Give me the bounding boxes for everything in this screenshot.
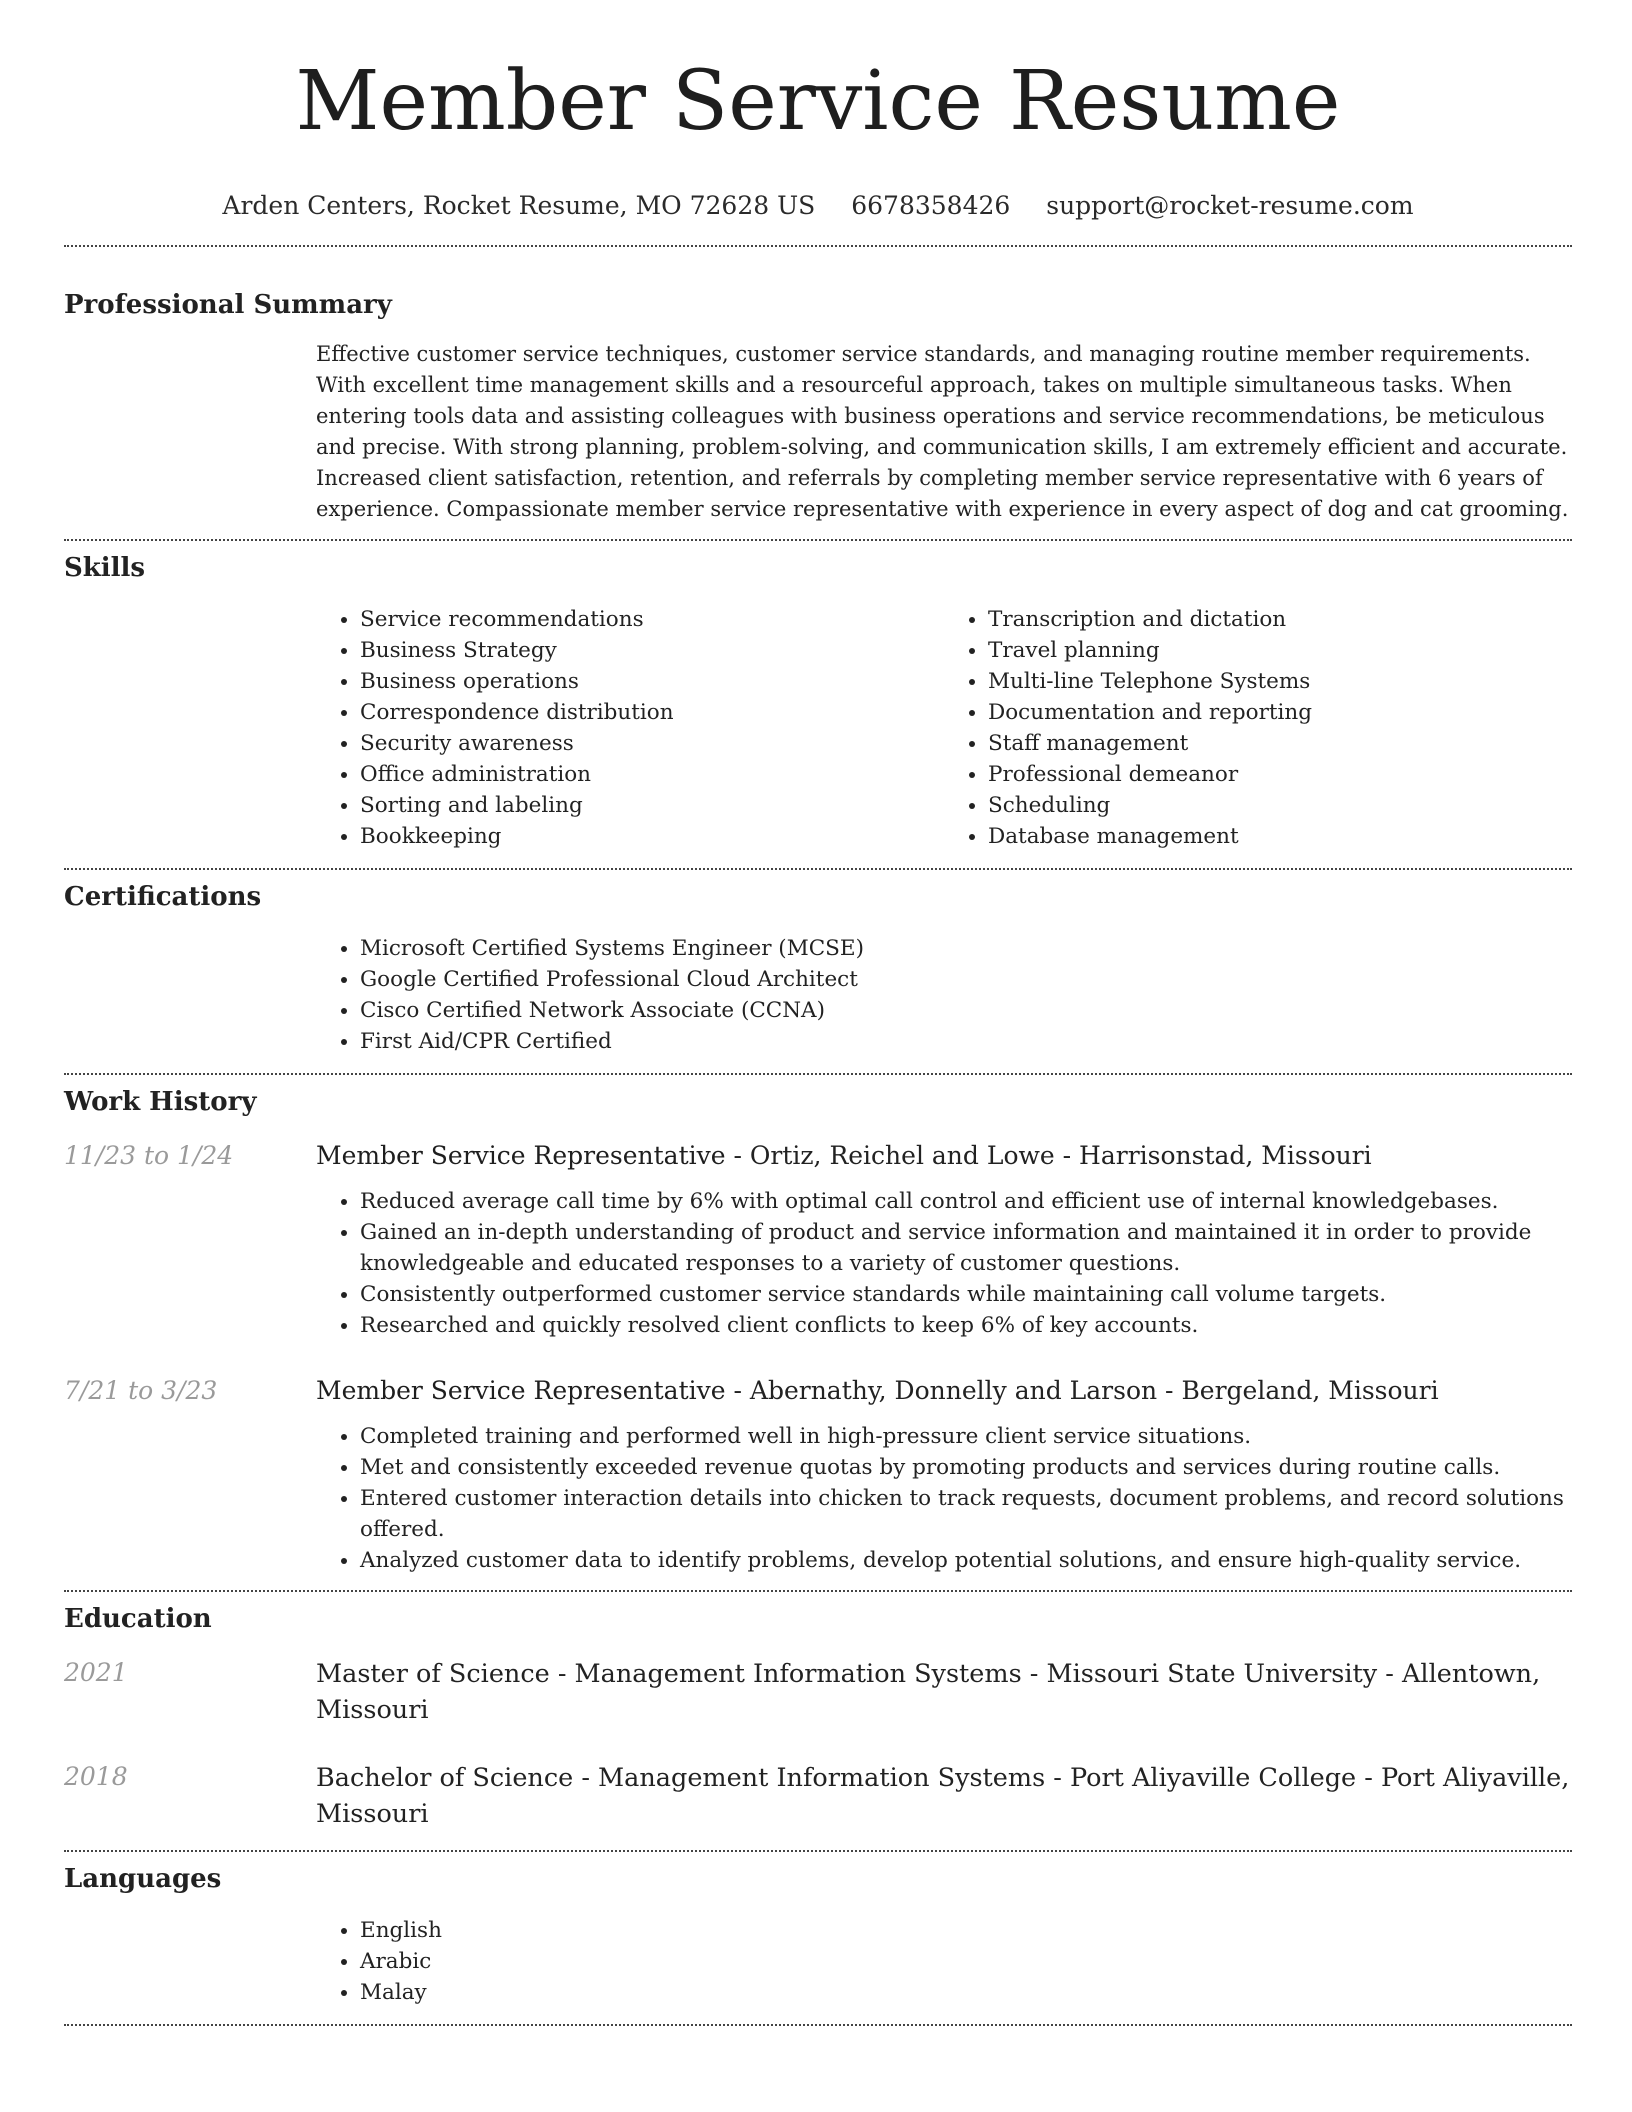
job-bullet: • Researched and quickly resolved client conflicts to keep 6% of key accounts. [360,1310,1572,1341]
contact-phone: 6678358426 [851,191,1011,220]
divider [64,245,1572,247]
skill-item: • Security awareness [360,728,944,759]
skill-item: • Business operations [360,666,944,697]
section-title-work: Work History [64,1087,257,1117]
resume-page [64,0,1572,2026]
skill-item: • Transcription and dictation [988,604,1572,635]
skill-item: • Travel planning [988,635,1572,666]
language-item: • Arabic [360,1946,1572,1977]
summary-text: Effective customer service techniques, customer service standards, and managing routine member requirements. With excellent time management skills and a resourceful approach, takes on multiple simultaneous tasks. When entering tools data and assisting colleagues with business operations and service recommendations, be meticulous and precise. With strong planning, problem-solving, and communication skills, I am extremely efficient and accurate. Increased client satisfaction, retention, and referrals by completing member service representative with 6 years of experience. Compassionate member service representative with experience in every aspect of dog and cat grooming. [316,342,1569,521]
job-bullet: • Gained an in-depth understanding of product and service information and maintained it in order to provide knowledgeable and educated responses to a variety of customer questions. [360,1217,1572,1279]
section-skills [64,551,1572,852]
job-company: Abernathy, Donnelly and Larson [749,1376,1158,1405]
certification-item: • Google Certified Professional Cloud Architect [360,964,1572,995]
section-title-certifications: Certifications [64,882,262,912]
job-bullet: • Analyzed customer data to identify problems, develop potential solutions, and ensure high-quality service. [360,1545,1572,1576]
resume-title: Member Service Resume [295,54,1341,149]
education-degree: Master of Science - Management Information Systems [316,1659,1022,1689]
separator: - [1377,1659,1403,1689]
skills-list-left [316,604,944,852]
job-bullet: • Reduced average call time by 6% with optimal call control and efficient use of internal knowledgebases. [360,1186,1572,1217]
section-title-summary: Professional Summary [64,290,392,320]
job-company: Ortiz, Reichel and Lowe [749,1141,1055,1170]
contact-email: support@rocket-resume.com [1046,191,1414,220]
section-summary [64,288,1572,525]
education-heading [316,1656,1572,1728]
skill-item: • Database management [988,821,1572,852]
divider [64,539,1572,541]
section-languages [64,1862,1572,2008]
education-location: Port Aliyaville, Missouri [316,1763,1570,1829]
separator: - [1054,1141,1080,1170]
skill-item: • Correspondence distribution [360,697,944,728]
divider [64,868,1572,870]
education-year: 2018 [64,1762,128,1791]
education-year: 2021 [64,1658,128,1687]
skill-item: • Multi-line Telephone Systems [988,666,1572,697]
section-title-languages: Languages [64,1864,222,1894]
skill-item: • Professional demeanor [988,759,1572,790]
section-education [64,1602,1572,1832]
education-school: Port Aliyaville College [1070,1763,1357,1793]
divider [64,1590,1572,1592]
job-bullet: • Consistently outperformed customer service standards while maintaining call volume targets. [360,1279,1572,1310]
job-heading [316,1139,1572,1173]
job-bullet: • Completed training and performed well in high-pressure client service situations. [360,1421,1572,1452]
skills-columns [316,604,1572,852]
language-item: • Malay [360,1977,1572,2008]
skill-item: • Scheduling [988,790,1572,821]
contact-address: Arden Centers, Rocket Resume, MO 72628 US [222,191,816,220]
job-heading [316,1374,1572,1408]
skill-item: • Staff management [988,728,1572,759]
contact-line [64,190,1572,222]
job-entry [64,1139,1572,1173]
divider [64,1073,1572,1075]
separator: - [1157,1376,1182,1405]
divider [64,2024,1572,2026]
language-item: • English [360,1915,1572,1946]
certification-item: • Cisco Certified Network Associate (CCNA) [360,995,1572,1026]
education-entry [64,1656,1572,1728]
skill-item: • Business Strategy [360,635,944,666]
job-bullets [316,1186,1572,1341]
skill-item: • Office administration [360,759,944,790]
education-school: Missouri State University [1046,1659,1378,1689]
separator: - [1021,1659,1047,1689]
section-title-skills: Skills [64,553,146,583]
languages-list [316,1915,1572,2008]
separator: - [725,1141,750,1170]
skills-list-right [944,604,1572,852]
job-bullets [316,1421,1572,1576]
education-heading [316,1760,1572,1832]
certification-item: • Microsoft Certified Systems Engineer (MCSE) [360,933,1572,964]
skill-item: • Service recommendations [360,604,944,635]
job-entry [64,1374,1572,1408]
job-role: Member Service Representative [316,1376,726,1405]
job-bullet: • Entered customer interaction details into chicken to track requests, document problems, and record solutions offered. [360,1483,1572,1545]
divider [64,1850,1572,1852]
skill-item: • Bookkeeping [360,821,944,852]
job-location: Harrisonstad, Missouri [1079,1141,1372,1170]
education-location: Allentown, Missouri [316,1659,1541,1725]
certifications-list [316,933,1572,1057]
job-location: Bergeland, Missouri [1181,1376,1439,1405]
section-title-education: Education [64,1604,212,1634]
job-role: Member Service Representative [316,1141,726,1170]
skill-item: • Sorting and labeling [360,790,944,821]
section-work-history [64,1085,1572,1576]
education-entry [64,1760,1572,1832]
separator: - [1045,1763,1070,1793]
certification-item: • First Aid/CPR Certified [360,1026,1572,1057]
job-dates: 11/23 to 1/24 [64,1141,234,1170]
job-bullet: • Met and consistently exceeded revenue quotas by promoting products and services during routine calls. [360,1452,1572,1483]
education-degree: Bachelor of Science - Management Information Systems [316,1763,1046,1793]
section-certifications [64,880,1572,1057]
separator: - [1356,1763,1381,1793]
skill-item: • Documentation and reporting [988,697,1572,728]
separator: - [725,1376,750,1405]
job-dates: 7/21 to 3/23 [64,1376,218,1405]
